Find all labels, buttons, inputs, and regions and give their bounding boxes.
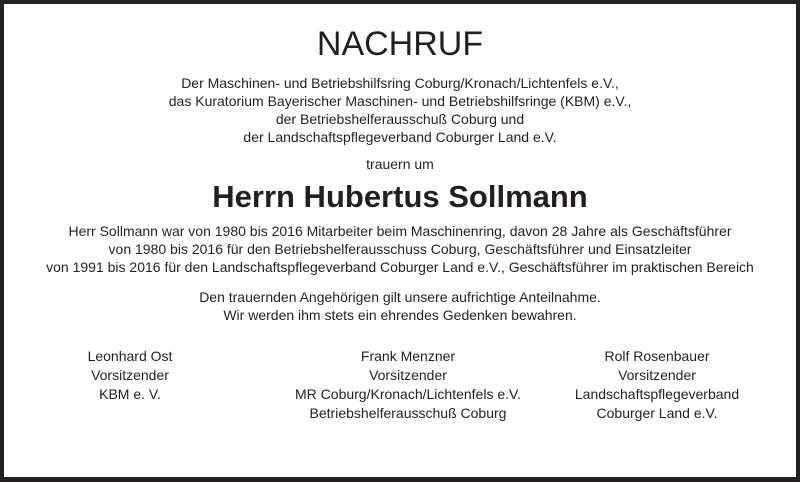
biography-line: von 1991 bis 2016 für den Landschaftspflegeverband Coburger Land e.V., Geschäftsführer im praktischen Bereich bbox=[46, 259, 754, 275]
intro-line: Der Maschinen- und Betriebshilfsring Coburg/Kronach/Lichtenfels e.V., bbox=[181, 75, 619, 91]
biography-line: von 1980 bis 2016 für den Betriebshelferausschuss Coburg, Geschäftsführer und Einsatzleiter bbox=[108, 241, 692, 257]
mourning-organizations bbox=[4, 74, 796, 146]
signer-role: Vorsitzender bbox=[618, 367, 696, 383]
condolence-line: Den trauernden Angehörigen gilt unsere aufrichtige Anteilnahme. bbox=[199, 289, 601, 305]
signer-name: Leonhard Ost bbox=[87, 348, 173, 364]
signer-org: Landschaftspflegeverband bbox=[574, 386, 740, 402]
signature-block bbox=[278, 347, 538, 423]
signer-name: Frank Menzner bbox=[360, 348, 456, 364]
signer-role: Vorsitzender bbox=[369, 367, 447, 383]
intro-line: der Landschaftspflegeverband Coburger Land e.V. bbox=[243, 129, 557, 145]
signature-block bbox=[527, 347, 787, 423]
notice-title: NACHRUF bbox=[316, 25, 484, 63]
signer-org: Betriebshelferausschuß Coburg bbox=[309, 405, 507, 421]
signer-org: Coburger Land e.V. bbox=[596, 405, 718, 421]
obituary-notice bbox=[4, 4, 796, 477]
signature-block bbox=[0, 347, 260, 404]
intro-line: das Kuratorium Bayerischer Maschinen- und Betriebshilfsringe (KBM) e.V., bbox=[168, 93, 632, 109]
biography bbox=[4, 222, 796, 276]
signer-org: KBM e. V. bbox=[99, 386, 161, 402]
condolence bbox=[4, 288, 796, 324]
deceased-name: Herrn Hubertus Sollmann bbox=[212, 179, 588, 214]
signer-role: Vorsitzender bbox=[91, 367, 169, 383]
intro-line: der Betriebshelferausschuß Coburg und bbox=[275, 111, 525, 127]
mourn-text: trauern um bbox=[366, 156, 434, 172]
signer-org: MR Coburg/Kronach/Lichtenfels e.V. bbox=[295, 386, 521, 402]
signer-name: Rolf Rosenbauer bbox=[604, 348, 710, 364]
biography-line: Herr Sollmann war von 1980 bis 2016 Mitarbeiter beim Maschinenring, davon 28 Jahre als Geschäftsführer bbox=[68, 223, 732, 239]
condolence-line: Wir werden ihm stets ein ehrendes Gedenken bewahren. bbox=[223, 307, 577, 323]
